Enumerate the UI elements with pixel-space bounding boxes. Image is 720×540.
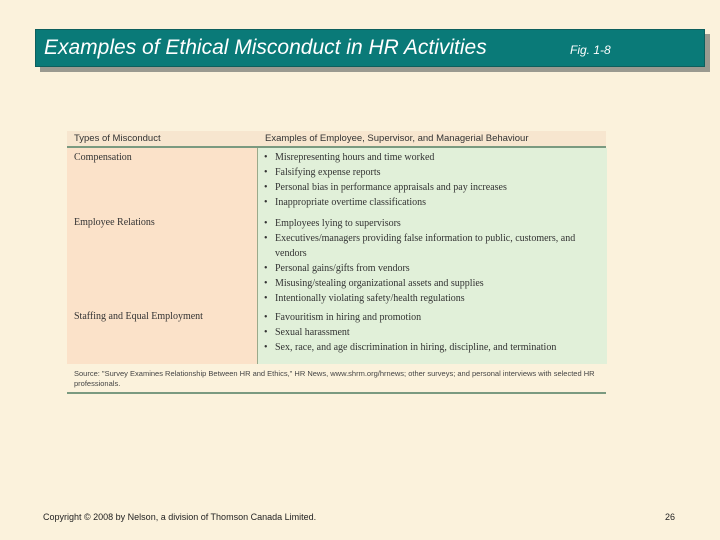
list-item: • Personal bias in performance appraisals and pay increases bbox=[264, 180, 605, 195]
misconduct-table bbox=[67, 131, 606, 394]
list-item: • Sexual harassment bbox=[264, 325, 605, 340]
list-item: • Executives/managers providing false information to public, customers, and vendors bbox=[264, 231, 605, 261]
header-types: Types of Misconduct bbox=[74, 133, 161, 144]
type-employee-relations: Employee Relations bbox=[74, 217, 155, 228]
page-number: 26 bbox=[665, 512, 676, 522]
table-bottom-rule bbox=[67, 392, 606, 394]
list-item: • Falsifying expense reports bbox=[264, 165, 605, 180]
slide-title: Examples of Ethical Misconduct in HR Activities bbox=[44, 36, 487, 59]
header-examples: Examples of Employee, Supervisor, and Managerial Behaviour bbox=[265, 133, 529, 144]
title-bar bbox=[35, 29, 705, 67]
table-header bbox=[67, 131, 606, 148]
list-item: • Misrepresenting hours and time worked bbox=[264, 150, 605, 165]
copyright: Copyright © 2008 by Nelson, a division of Thomson Canada Limited. bbox=[43, 512, 317, 522]
type-staffing: Staffing and Equal Employment bbox=[74, 311, 203, 322]
types-column bbox=[67, 148, 257, 364]
list-item: • Personal gains/gifts from vendors bbox=[264, 261, 605, 276]
list-item: • Favouritism in hiring and promotion bbox=[264, 310, 605, 325]
list-item: • Inappropriate overtime classifications bbox=[264, 195, 605, 210]
list-item: • Intentionally violating safety/health regulations bbox=[264, 291, 605, 306]
staffing-examples bbox=[264, 310, 605, 355]
compensation-examples bbox=[264, 150, 605, 210]
list-item: • Sex, race, and age discrimination in hiring, discipline, and termination bbox=[264, 340, 605, 355]
list-item: • Misusing/stealing organizational assets and supplies bbox=[264, 276, 605, 291]
list-item: • Employees lying to supervisors bbox=[264, 216, 605, 231]
employee-relations-examples bbox=[264, 216, 605, 306]
source-note: Source: "Survey Examines Relationship Between HR and Ethics," HR News, www.shrm.org/hrnews; other surveys; and personal interviews with selected HR professionals. bbox=[74, 369, 595, 388]
figure-label: Fig. 1-8 bbox=[570, 43, 611, 57]
type-compensation: Compensation bbox=[74, 152, 132, 163]
